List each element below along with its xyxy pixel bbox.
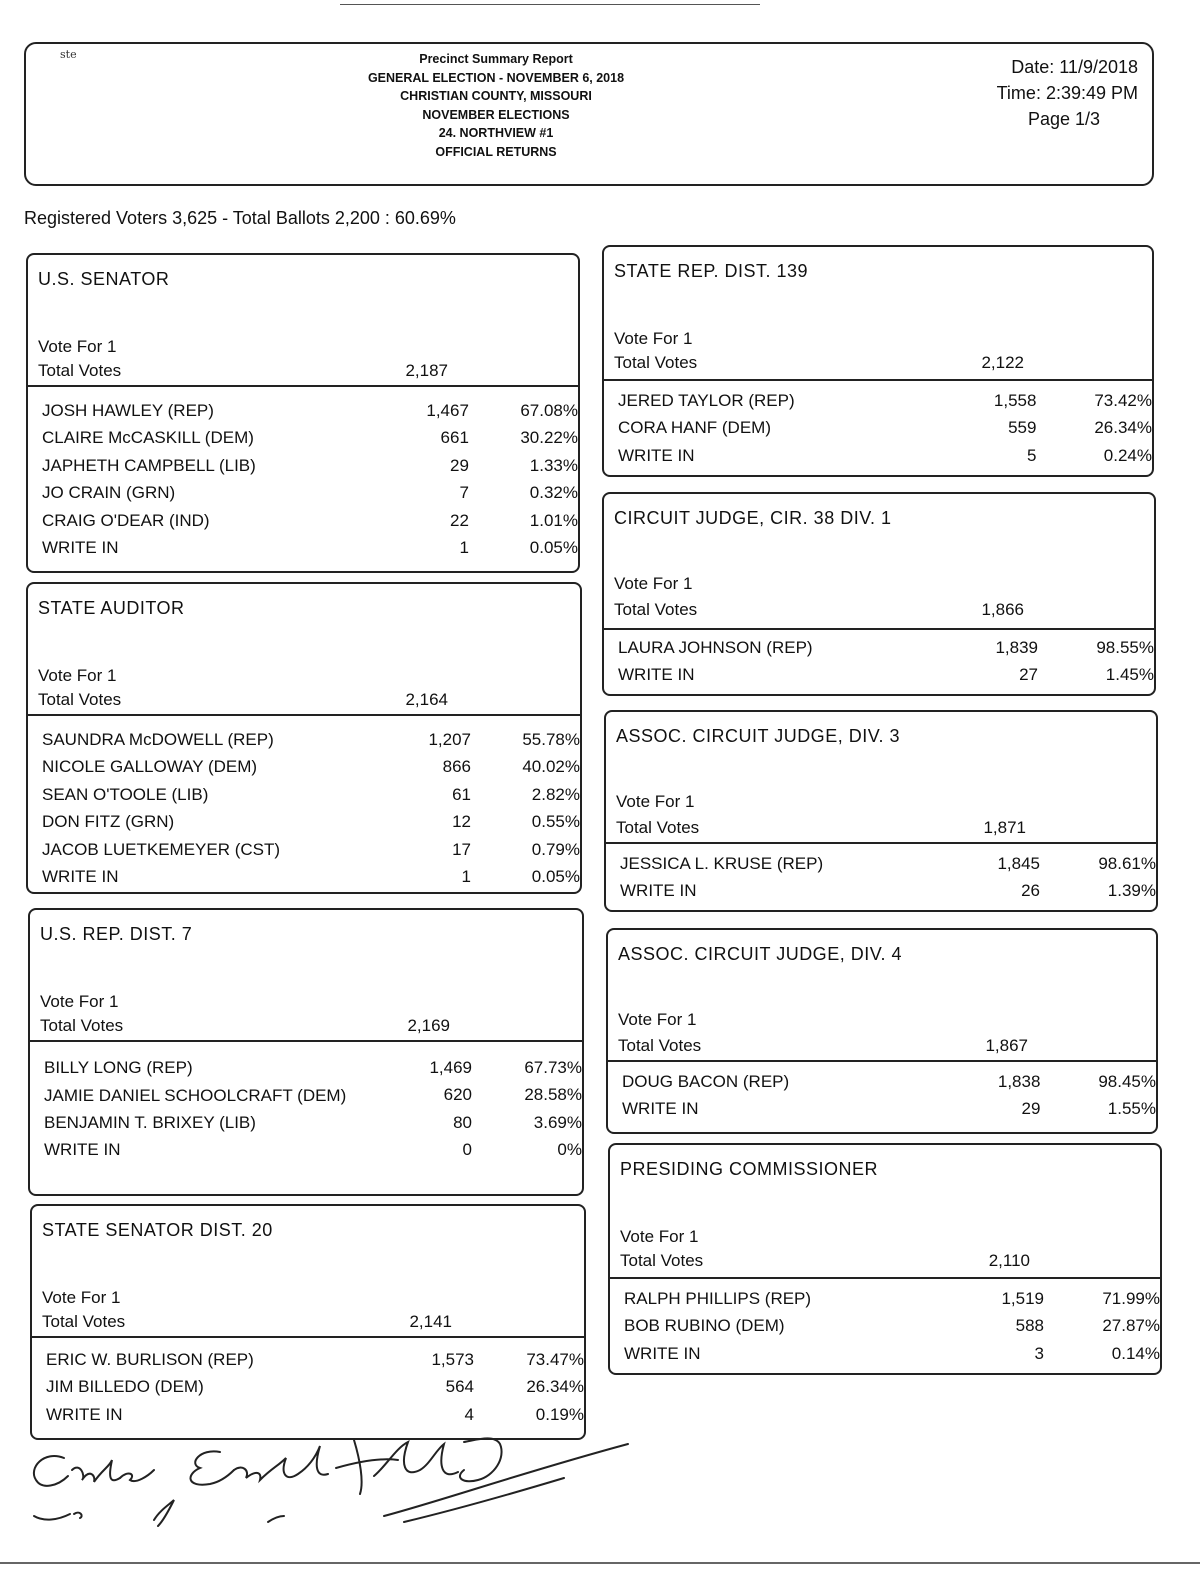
report-title: Precinct Summary Report [419,52,573,66]
county-name: CHRISTIAN COUNTY, MISSOURI [400,89,592,103]
candidate-votes: 866 [442,757,472,777]
candidate-percent: 40.02% [522,757,580,777]
candidate-percent: 73.47% [526,1349,584,1369]
candidate-row [44,1109,582,1137]
candidate-row [44,1137,582,1165]
candidate-percent: 0.79% [531,839,580,859]
race-divider [606,842,1156,844]
race-box [602,492,1156,696]
race-divider [28,385,578,387]
candidate-name: WRITE IN [622,1099,699,1119]
candidate-table [44,1054,582,1164]
race-title: STATE SENATOR DIST. 20 [42,1220,273,1240]
returns-status: OFFICIAL RETURNS [435,144,557,159]
candidate-row [622,1068,1156,1096]
candidate-table [46,1346,584,1429]
race-title: PRESIDING COMMISSIONER [620,1159,879,1179]
candidate-row [624,1313,1160,1341]
candidate-votes: 80 [453,1112,472,1132]
vote-for-label: Vote For 1 [616,792,695,811]
vote-for-label: Vote For 1 [38,337,117,356]
candidate-row [624,1285,1160,1313]
candidate-percent: 73.42% [1094,390,1152,410]
candidate-name: NICOLE GALLOWAY (DEM) [42,757,258,777]
candidate-name: BILLY LONG (REP) [44,1057,193,1077]
precinct-name: 24. NORTHVIEW #1 [438,126,554,140]
candidate-name: CRAIG O'DEAR (IND) [42,510,210,530]
candidate-table [622,1068,1156,1123]
candidate-votes: 17 [452,839,472,859]
registration-summary: Registered Voters 3,625 - Total Ballots 2,200 : 60.69% [24,208,456,228]
total-votes-label: Total Votes [614,353,698,372]
race-divider [28,714,580,716]
candidate-votes: 1 [461,867,472,887]
candidate-row [46,1401,584,1429]
candidate-votes: 620 [443,1085,472,1105]
candidate-votes: 1,838 [997,1071,1041,1091]
candidate-votes: 5 [1026,445,1037,465]
candidate-row [618,442,1152,470]
candidate-percent: 1.01% [529,510,578,530]
vote-for-label: Vote For 1 [42,1288,121,1307]
candidate-percent: 2.82% [531,784,580,804]
race-divider [610,1277,1160,1279]
candidate-percent: 27.87% [1102,1316,1160,1336]
total-votes-label: Total Votes [620,1251,704,1270]
total-votes-value: 2,110 [988,1251,1030,1270]
election-name: GENERAL ELECTION - NOVEMBER 6, 2018 [367,70,625,85]
candidate-table [620,850,1156,905]
race-title: U.S. SENATOR [38,269,170,289]
candidate-row [618,662,1154,690]
vote-for-label: Vote For 1 [614,574,693,593]
candidate-row [42,425,578,453]
candidate-percent: 0.24% [1103,445,1152,465]
candidate-votes: 22 [449,510,469,530]
candidate-name: LAURA JOHNSON (REP) [618,637,813,657]
candidate-votes: 1,573 [431,1349,474,1369]
candidate-row [42,535,578,563]
candidate-row [618,387,1152,415]
candidate-votes: 1,467 [426,400,469,420]
race-divider [608,1060,1156,1062]
race-box [606,928,1158,1134]
candidate-name: WRITE IN [618,665,695,685]
race-divider [604,379,1152,381]
page-number: Page 1/3 [1027,109,1100,129]
candidate-votes: 1 [459,538,469,558]
candidate-name: CLAIRE McCASKILL (DEM) [42,428,254,448]
candidate-votes: 1,845 [997,853,1040,873]
race-title: ASSOC. CIRCUIT JUDGE, DIV. 4 [618,944,903,964]
vote-for-label: Vote For 1 [40,992,119,1011]
candidate-name: BENJAMIN T. BRIXEY (LIB) [44,1112,256,1132]
candidate-name: JAMIE DANIEL SCHOOLCRAFT (DEM) [44,1085,347,1105]
candidate-row [624,1340,1160,1368]
candidate-name: WRITE IN [620,881,697,901]
candidate-votes: 661 [440,428,469,448]
total-votes-label: Total Votes [618,1036,702,1055]
candidate-name: WRITE IN [42,538,119,558]
candidate-votes: 1,207 [428,729,472,749]
race-box [30,1204,586,1440]
candidate-percent: 1.55% [1107,1099,1156,1119]
candidate-votes: 559 [1008,418,1037,438]
candidate-votes: 588 [1015,1316,1044,1336]
total-votes-value: 1,866 [981,600,1024,619]
candidate-row [620,878,1156,906]
vote-for-label: Vote For 1 [614,329,693,348]
candidate-name: WRITE IN [44,1140,121,1160]
candidate-name: DON FITZ (GRN) [42,812,175,832]
candidate-percent: 26.34% [526,1377,584,1397]
total-votes-value: 1,867 [985,1036,1028,1055]
candidate-votes: 3 [1034,1343,1044,1363]
candidate-percent: 71.99% [1102,1288,1160,1308]
candidate-percent: 1.33% [529,455,578,475]
vote-for-label: Vote For 1 [38,666,117,685]
race-title: STATE REP. DIST. 139 [614,261,809,281]
candidate-name: JESSICA L. KRUSE (REP) [620,853,824,873]
candidate-percent: 28.58% [524,1085,582,1105]
candidate-percent: 0% [557,1140,582,1160]
race-divider [32,1336,584,1338]
candidate-percent: 0.14% [1111,1343,1160,1363]
candidate-table [624,1285,1160,1368]
bottom-page-rule [0,1562,1200,1564]
candidate-votes: 1,558 [993,390,1037,410]
candidate-percent: 0.19% [535,1404,584,1424]
race-box [28,908,584,1196]
candidate-percent: 1.39% [1107,881,1156,901]
report-date: Date: 11/9/2018 [1011,57,1138,77]
candidate-table [42,397,578,562]
candidate-row [42,754,580,782]
candidate-name: JERED TAYLOR (REP) [618,390,795,410]
candidate-percent: 0.55% [531,812,580,832]
total-votes-value: 2,164 [405,690,448,709]
total-votes-value: 2,141 [409,1312,452,1331]
total-votes-label: Total Votes [38,690,122,709]
candidate-percent: 0.32% [529,483,578,503]
race-title: U.S. REP. DIST. 7 [40,924,193,944]
total-votes-label: Total Votes [614,600,698,619]
race-title: STATE AUDITOR [38,598,185,618]
total-votes-label: Total Votes [38,361,122,380]
total-votes-value: 2,169 [407,1016,450,1035]
candidate-name: WRITE IN [42,867,119,887]
candidate-name: SEAN O'TOOLE (LIB) [42,784,209,804]
candidate-name: JIM BILLEDO (DEM) [46,1377,204,1397]
total-votes-label: Total Votes [40,1016,124,1035]
report-time: Time: 2:39:49 PM [996,83,1138,103]
candidate-name: JO CRAIN (GRN) [42,483,176,503]
candidate-name: JAPHETH CAMPBELL (LIB) [42,455,256,475]
candidate-row [46,1346,584,1374]
vote-for-label: Vote For 1 [620,1227,699,1246]
candidate-row [618,634,1154,662]
candidate-name: BOB RUBINO (DEM) [624,1316,785,1336]
candidate-votes: 27 [1019,665,1038,685]
candidate-name: DOUG BACON (REP) [622,1071,790,1091]
candidate-name: RALPH PHILLIPS (REP) [624,1288,812,1308]
candidate-percent: 3.69% [533,1112,582,1132]
race-box [608,1143,1162,1375]
signature [24,1430,644,1540]
candidate-percent: 26.34% [1094,418,1152,438]
candidate-votes: 12 [452,812,472,832]
candidate-name: JOSH HAWLEY (REP) [42,400,214,420]
handwritten-mark: ste [60,48,77,61]
candidate-percent: 0.05% [531,867,580,887]
candidate-votes: 0 [462,1140,472,1160]
candidate-table [618,634,1154,689]
candidate-votes: 29 [1021,1099,1041,1119]
candidate-row [42,397,578,425]
report-title-block [276,50,716,161]
candidate-name: WRITE IN [624,1343,701,1363]
candidate-row [42,809,580,837]
candidate-percent: 0.05% [529,538,578,558]
vote-for-label: Vote For 1 [618,1010,697,1029]
candidate-row [42,864,580,892]
candidate-row [42,480,578,508]
candidate-row [42,781,580,809]
race-box [604,710,1158,912]
candidate-row [618,415,1152,443]
candidate-row [622,1096,1156,1124]
candidate-votes: 29 [449,455,469,475]
candidate-row [42,836,580,864]
candidate-percent: 98.45% [1098,1071,1156,1091]
race-title: ASSOC. CIRCUIT JUDGE, DIV. 3 [616,726,901,746]
candidate-votes: 61 [452,784,472,804]
total-votes-value: 2,187 [405,361,448,380]
candidate-row [620,850,1156,878]
race-box [26,582,582,894]
candidate-percent: 67.08% [520,400,578,420]
candidate-percent: 1.45% [1105,665,1154,685]
report-meta [938,54,1138,132]
candidate-percent: 98.55% [1096,637,1154,657]
candidate-table [42,726,580,891]
candidate-name: JACOB LUETKEMEYER (CST) [42,839,281,859]
candidate-row [42,452,578,480]
candidate-name: CORA HANF (DEM) [618,418,771,438]
candidate-table [618,387,1152,470]
candidate-votes: 26 [1021,881,1040,901]
total-votes-label: Total Votes [42,1312,126,1331]
candidate-name: SAUNDRA McDOWELL (REP) [42,729,274,749]
candidate-name: WRITE IN [46,1404,123,1424]
race-box [26,253,580,573]
total-votes-value: 2,122 [981,353,1024,372]
candidate-percent: 55.78% [522,729,580,749]
race-divider [604,628,1154,630]
candidate-votes: 564 [445,1377,474,1397]
top-page-rule [340,4,760,5]
race-box [602,245,1154,477]
candidate-votes: 1,469 [429,1057,472,1077]
candidate-name: WRITE IN [618,445,695,465]
candidate-votes: 1,839 [995,637,1038,657]
candidate-row [44,1054,582,1082]
report-header [24,42,1154,186]
total-votes-value: 1,871 [983,818,1026,837]
candidate-votes: 7 [459,483,469,503]
candidate-percent: 67.73% [524,1057,582,1077]
candidate-percent: 30.22% [520,428,578,448]
candidate-name: ERIC W. BURLISON (REP) [46,1349,254,1369]
race-divider [30,1040,582,1042]
candidate-row [44,1082,582,1110]
total-votes-label: Total Votes [616,818,700,837]
election-group: NOVEMBER ELECTIONS [422,107,570,122]
candidate-votes: 1,519 [1001,1288,1044,1308]
candidate-row [42,507,578,535]
candidate-votes: 4 [464,1404,474,1424]
race-title: CIRCUIT JUDGE, CIR. 38 DIV. 1 [614,508,892,528]
candidate-percent: 98.61% [1098,853,1156,873]
candidate-row [46,1374,584,1402]
candidate-row [42,726,580,754]
